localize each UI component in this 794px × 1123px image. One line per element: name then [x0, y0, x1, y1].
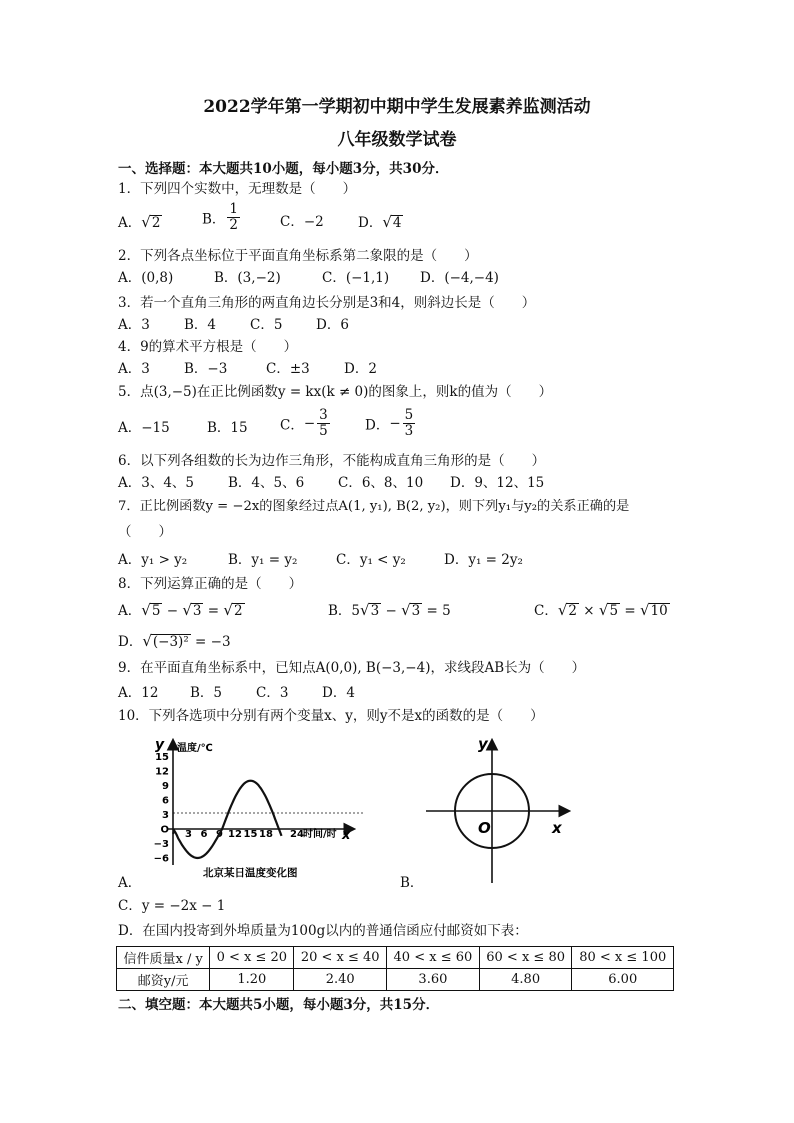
table-row: [117, 947, 674, 969]
q5-option-c: C．− $\frac{3}{5}$: [280, 407, 328, 439]
chart-a-x-tick: 9: [216, 829, 223, 840]
chart-a-y-tick: 12: [155, 766, 169, 778]
q2-option-b: B．(3,−2): [214, 270, 281, 286]
q1-option-b: B． $\frac{1}{2}$: [202, 201, 239, 233]
q7-paren: （ ）: [118, 524, 172, 540]
q7-option-d: D．y₁ = 2y₂: [444, 552, 523, 568]
q1-option-a: A．√2: [118, 213, 161, 231]
q5-option-a: A．−15: [118, 420, 170, 436]
q3-stem: 3．若一个直角三角形的两直角边长分别是3和4，则斜边长是（ ）: [118, 295, 536, 311]
q8-stem: 8．下列运算正确的是（ ）: [118, 576, 303, 592]
section2-heading: 二、填空题：本大题共5小题，每小题3分，共15分．: [118, 997, 440, 1013]
q6-option-a: A．3、4、5: [118, 475, 195, 491]
chart-a-y-tick: 9: [162, 781, 169, 792]
q3-option-c: C．5: [250, 317, 283, 333]
chart-a-x-tick: 18: [259, 829, 273, 840]
q2-option-d: D．(−4,−4): [420, 270, 499, 286]
chart-b-x-var: x: [552, 819, 562, 837]
q3-option-b: B．4: [184, 317, 217, 333]
q3-option-a: A．3: [118, 317, 150, 333]
chart-a-x-label: 时间/时: [303, 829, 337, 840]
table-cell: 邮资y/元: [117, 969, 210, 991]
page-subtitle: 八年级数学试卷: [337, 130, 457, 150]
chart-a-y-tick: −6: [153, 853, 169, 865]
chart-a-caption: 北京某日温度变化图: [203, 867, 298, 879]
table-cell: 60 < x ≤ 80: [479, 947, 572, 969]
q9-option-c: C．3: [256, 685, 289, 701]
chart-a-y-tick: O: [160, 824, 169, 836]
chart-a-temperature-curve: [173, 781, 282, 858]
q2-stem: 2．下列各点坐标位于平面直角坐标系第二象限的是（ ）: [118, 248, 478, 264]
q9-option-b: B．5: [190, 685, 223, 701]
q10-option-d: D．在国内投寄到外埠质量为100g以内的普通信函应付邮资如下表：: [118, 923, 528, 939]
chart-a-x-tick: 12: [228, 829, 242, 840]
q10-chart-b: [420, 733, 580, 885]
q8-option-d: D．√(−3)² = −3: [118, 632, 231, 650]
q3-option-d: D．6: [316, 317, 349, 333]
postage-table: [116, 946, 674, 991]
q7-option-a: A．y₁ > y₂: [118, 552, 188, 568]
q10-chart-a: [145, 733, 375, 881]
q8-option-c: C．√2 × √5 = √10: [534, 601, 668, 619]
chart-a-x-tick: 15: [243, 829, 258, 840]
table-cell: 3.60: [387, 969, 480, 991]
q1-option-c: C．−2: [280, 214, 324, 230]
q5-option-b: B．15: [207, 420, 248, 436]
q2-option-a: A．(0,8): [118, 270, 174, 286]
q9-stem: 9．在平面直角坐标系中，已知点A(0,0), B(−3,−4)，求线段AB长为（ ）: [118, 660, 586, 676]
q4-option-a: A．3: [118, 361, 150, 377]
q10-option-c: C．y = −2x − 1: [118, 898, 226, 914]
q6-option-d: D．9、12、15: [450, 475, 545, 491]
table-cell: 4.80: [479, 969, 572, 991]
chart-b-origin: O: [478, 819, 491, 837]
q10-option-a-label: A．: [118, 875, 142, 891]
q6-stem: 6．以下列各组数的长为边作三角形，不能构成直角三角形的是（ ）: [118, 453, 546, 469]
q7-stem: 7．正比例函数y = −2x的图象经过点A(1, y₁), B(2, y₂)，则下列y₁与y₂的关系正确的是: [118, 499, 630, 514]
q1-option-d: D．√4: [358, 213, 402, 231]
table-cell: 20 < x ≤ 40: [294, 947, 387, 969]
chart-a-x-tick: 24: [290, 829, 304, 840]
q8-option-b: B．5√3 − √3 = 5: [328, 601, 451, 619]
table-cell: 0 < x ≤ 20: [210, 947, 294, 969]
q6-option-c: C．6、8、10: [338, 475, 424, 491]
section1-heading: 一、选择题：本大题共10小题，每小题3分，共30分．: [118, 161, 449, 177]
table-cell: 40 < x ≤ 60: [387, 947, 480, 969]
q1-stem: 1．下列四个实数中，无理数是（ ）: [118, 181, 357, 197]
q5-option-d: D．− $\frac{5}{3}$: [365, 407, 414, 439]
page-title: 2022学年第一学期初中期中学生发展素养监测活动: [203, 97, 591, 117]
q6-option-b: B．4、5、6: [228, 475, 305, 491]
q4-option-d: D．2: [344, 361, 377, 377]
chart-a-y-var: y: [155, 737, 165, 753]
q5-stem: 5．点(3,−5)在正比例函数y = kx(k ≠ 0)的图象上，则k的值为（ ）: [118, 384, 553, 400]
chart-a-y-tick: 15: [155, 752, 169, 763]
chart-a-y-unit: 温度/℃: [177, 743, 213, 754]
table-cell: 80 < x ≤ 100: [572, 947, 674, 969]
q9-option-a: A．12: [118, 685, 159, 701]
chart-a-y-tick: 6: [162, 795, 169, 807]
table-cell: 2.40: [294, 969, 387, 991]
chart-a-y-tick: −3: [153, 839, 169, 850]
chart-a-x-tick: 6: [200, 829, 208, 840]
table-cell: 1.20: [210, 969, 294, 991]
q9-option-d: D．4: [322, 685, 355, 701]
q4-stem: 4．9的算术平方根是（ ）: [118, 339, 298, 355]
q2-option-c: C．(−1,1): [322, 270, 390, 286]
chart-b-y-var: y: [478, 735, 488, 753]
chart-a-y-tick: 3: [162, 810, 169, 821]
q7-option-b: B．y₁ = y₂: [228, 552, 298, 568]
chart-a-x-var: x: [342, 828, 351, 843]
q4-option-b: B．−3: [184, 361, 228, 377]
q8-option-a: A．√5 − √3 = √2: [118, 601, 243, 619]
table-cell: 6.00: [572, 969, 674, 991]
table-cell: 信件质量x / y: [117, 947, 210, 969]
q4-option-c: C．±3: [266, 361, 310, 377]
chart-a-x-tick: 3: [185, 829, 192, 840]
q7-option-c: C．y₁ < y₂: [336, 552, 406, 568]
table-row: [117, 969, 674, 991]
q10-option-b-label: B．: [400, 875, 424, 891]
q10-stem: 10．下列各选项中分别有两个变量x、y，则y不是x的函数的是（ ）: [118, 708, 544, 724]
